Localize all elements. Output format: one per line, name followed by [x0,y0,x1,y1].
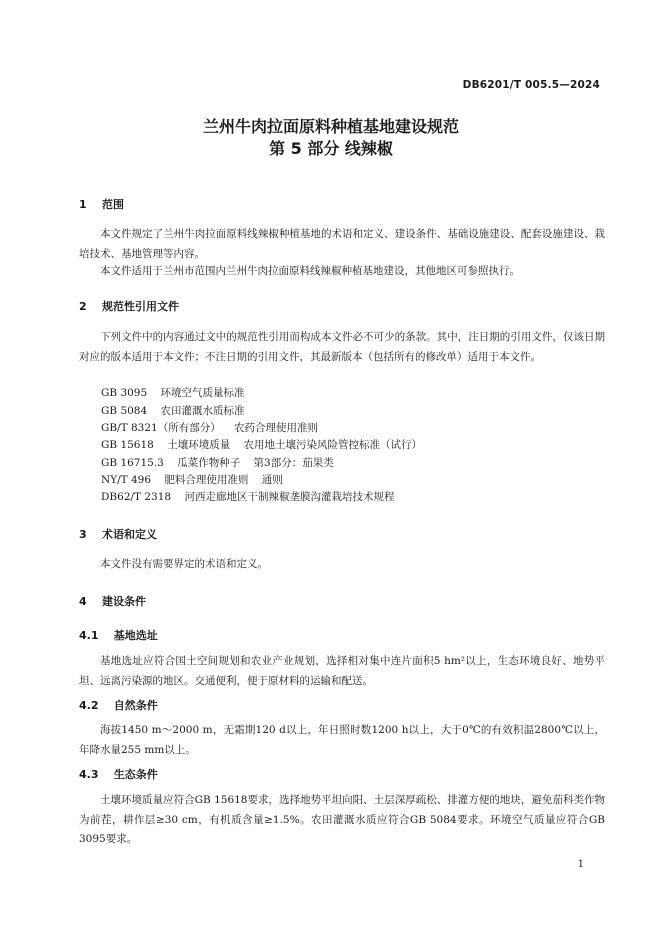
document-code: DB6201/T 005.5—2024 [462,79,600,91]
subsection-4-3-heading: 4.3 生态条件 [79,768,158,781]
document-title: 兰州牛肉拉面原料种植基地建设规范 [202,117,459,136]
section-1-paragraph-1: 本文件规定了兰州牛肉拉面原料线辣椒种植基地的术语和定义、建设条件、基础设施建设、配套设施建设、栽培技术、基地管理等内容。 [79,228,605,260]
reference-item: DB62/T 2318 河西走廊地区干制辣椒垄膜沟灌栽培技术规程 [101,491,395,503]
subsection-4-1-heading: 4.1 基地选址 [79,629,158,642]
document-subtitle: 第 5 部分 线辣椒 [269,139,393,158]
reference-item: GB 3095 环境空气质量标准 [101,387,245,399]
subsection-4-2-text: 海拔1450 m～2000 m，无霜期120 d以上，年日照时数1200 h以上，大于0℃的有效积温2800℃以上，年降水量255 mm以上。 [79,724,605,756]
reference-item: GB 5084 农田灌溉水质标准 [101,405,245,417]
section-4-heading: 4 建设条件 [79,595,146,608]
reference-item: GB 15618 土壤环境质量 农用地土壤污染风险管控标准（试行） [101,439,423,451]
section-3-heading: 3 术语和定义 [79,528,157,541]
page-number: 1 [577,859,584,870]
subsection-4-1-text: 基地选址应符合国土空间规划和农业产业规划，选择相对集中连片面积5 hm²以上，生态环境良好、地势平坦、远离污染源的地区。交通便利，便于原材料的运输和配送。 [79,655,605,687]
subsection-4-2-heading: 4.2 自然条件 [79,699,158,712]
section-3-paragraph: 本文件没有需要界定的术语和定义。 [100,558,268,570]
reference-item: NY/T 496 肥料合理使用准则 通则 [101,474,283,486]
reference-item: GB 16715.3 瓜菜作物种子 第3部分：茄果类 [101,457,334,469]
section-1-paragraph-2: 本文件适用于兰州市范围内兰州牛肉拉面原料线辣椒种植基地建设，其他地区可参照执行。 [100,265,520,277]
section-2-intro: 下列文件中的内容通过文中的规范性引用而构成本文件必不可少的条款。其中，注日期的引用文件，仅该日期对应的版本适用于本文件；不注日期的引用文件，其最新版本（包括所有的修改单）适用于本文件。 [79,331,605,363]
reference-item: GB/T 8321（所有部分） 农药合理使用准则 [101,422,319,434]
section-1-heading: 1 范围 [79,198,124,211]
section-2-heading: 2 规范性引用文件 [79,300,179,313]
subsection-4-3-text: 土壤环境质量应符合GB 15618要求，选择地势平坦向阳、土层深厚疏松、排灌方便的地块，避免茄科类作物为前茬，耕作层≥30 cm，有机质含量≥1.5%。农田灌溉水质应符合GB 5084要求。环境空气质量应符合GB 3095要求。 [79,794,605,845]
